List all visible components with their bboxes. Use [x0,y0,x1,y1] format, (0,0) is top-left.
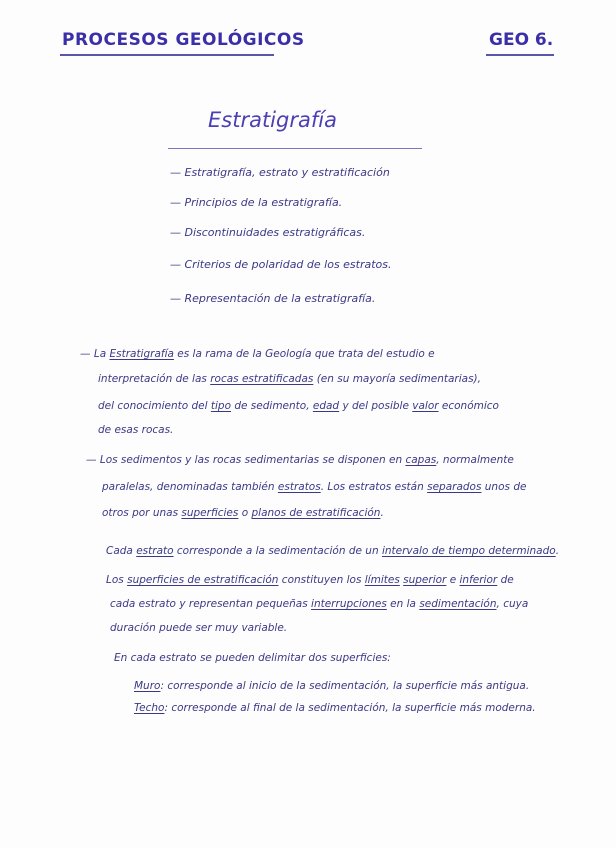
text: unos de [481,481,527,493]
underlined-text: intervalo de tiempo determinado [381,545,556,557]
definition-text: : corresponde al final de la sedimentación, la superficie más moderna. [164,702,536,714]
text: , cuya [496,598,529,610]
code-underline [486,54,554,56]
underlined-text: rocas estratificadas [210,373,314,385]
text: en la [386,598,420,610]
toc-item: — Principios de la estratigrafía. [170,196,343,209]
text: constituyen los [278,574,365,586]
text: . [380,507,384,519]
paragraph-line [106,574,514,587]
term-label: Techo [134,702,165,714]
text: del conocimiento del [98,400,211,412]
underlined-text: interrupciones [311,598,387,610]
underlined-text: sedimentación [419,598,497,610]
text: paralelas, denominadas también [102,481,278,493]
paragraph-line: duración puede ser muy variable. [110,622,288,634]
subject-title: PROCESOS GEOLÓGICOS [62,30,305,50]
section-title: Estratigrafía [208,108,337,132]
underlined-text: edad [312,400,340,412]
underlined-text: planos de estratificación [251,507,381,519]
text: y del posible [339,400,413,412]
text: , normalmente [436,454,514,466]
text: de sedimento, [231,400,313,412]
paragraph-line [98,400,499,413]
toc-item: — Discontinuidades estratigráficas. [170,226,366,239]
text: . [555,545,560,557]
text: o [238,507,252,519]
paragraph-line [110,598,528,611]
paragraph-line [98,373,481,386]
underlined-text: Estratigrafía [109,348,174,360]
paragraph-line: de esas rocas. [98,424,174,436]
text: — Los sedimentos y las rocas sedimentarias se disponen en [86,454,406,466]
paragraph-line [102,507,384,520]
paragraph-line [80,348,435,361]
text: . Los estratos están [320,481,428,493]
underlined-text: estratos [277,481,321,493]
definition-muro [134,680,529,693]
underlined-text: superficies de estratificación [127,574,279,586]
text: Cada [106,545,137,557]
paragraph-line: En cada estrato se pueden delimitar dos superficies: [114,652,391,664]
underlined-text: tipo [210,400,231,412]
text: económico [438,400,499,412]
underlined-text: límites [364,574,400,586]
text: (en su mayoría sedimentarias), [313,373,481,385]
text: de [497,574,514,586]
paragraph-line [102,481,526,494]
text: — La [80,348,110,360]
text: e [446,574,460,586]
definition-techo [134,702,536,715]
underlined-text: estrato [136,545,174,557]
course-code: GEO 6. [489,30,554,50]
underlined-text: superficies [181,507,239,519]
text: Los [106,574,128,586]
subject-underline [60,54,274,56]
paragraph-line [106,545,559,558]
text: es la rama de la Geología que trata del estudio e [173,348,435,360]
paragraph-line [86,454,514,467]
underlined-text: separados [427,481,482,493]
section-underline [168,148,422,149]
underlined-text: superior [403,574,447,586]
definition-text: : corresponde al inicio de la sedimentación, la superficie más antigua. [160,680,530,692]
text: cada estrato y representan pequeñas [110,598,312,610]
toc-item: — Criterios de polaridad de los estratos. [170,258,392,271]
text: otros por unas [102,507,182,519]
text: corresponde a la sedimentación de un [173,545,382,557]
text: interpretación de las [98,373,211,385]
toc-item: — Representación de la estratigrafía. [170,292,376,305]
toc-item: — Estratigrafía, estrato y estratificación [170,166,390,179]
underlined-text: valor [412,400,439,412]
term-label: Muro [134,680,161,692]
underlined-text: capas [405,454,437,466]
underlined-text: inferior [459,574,498,586]
